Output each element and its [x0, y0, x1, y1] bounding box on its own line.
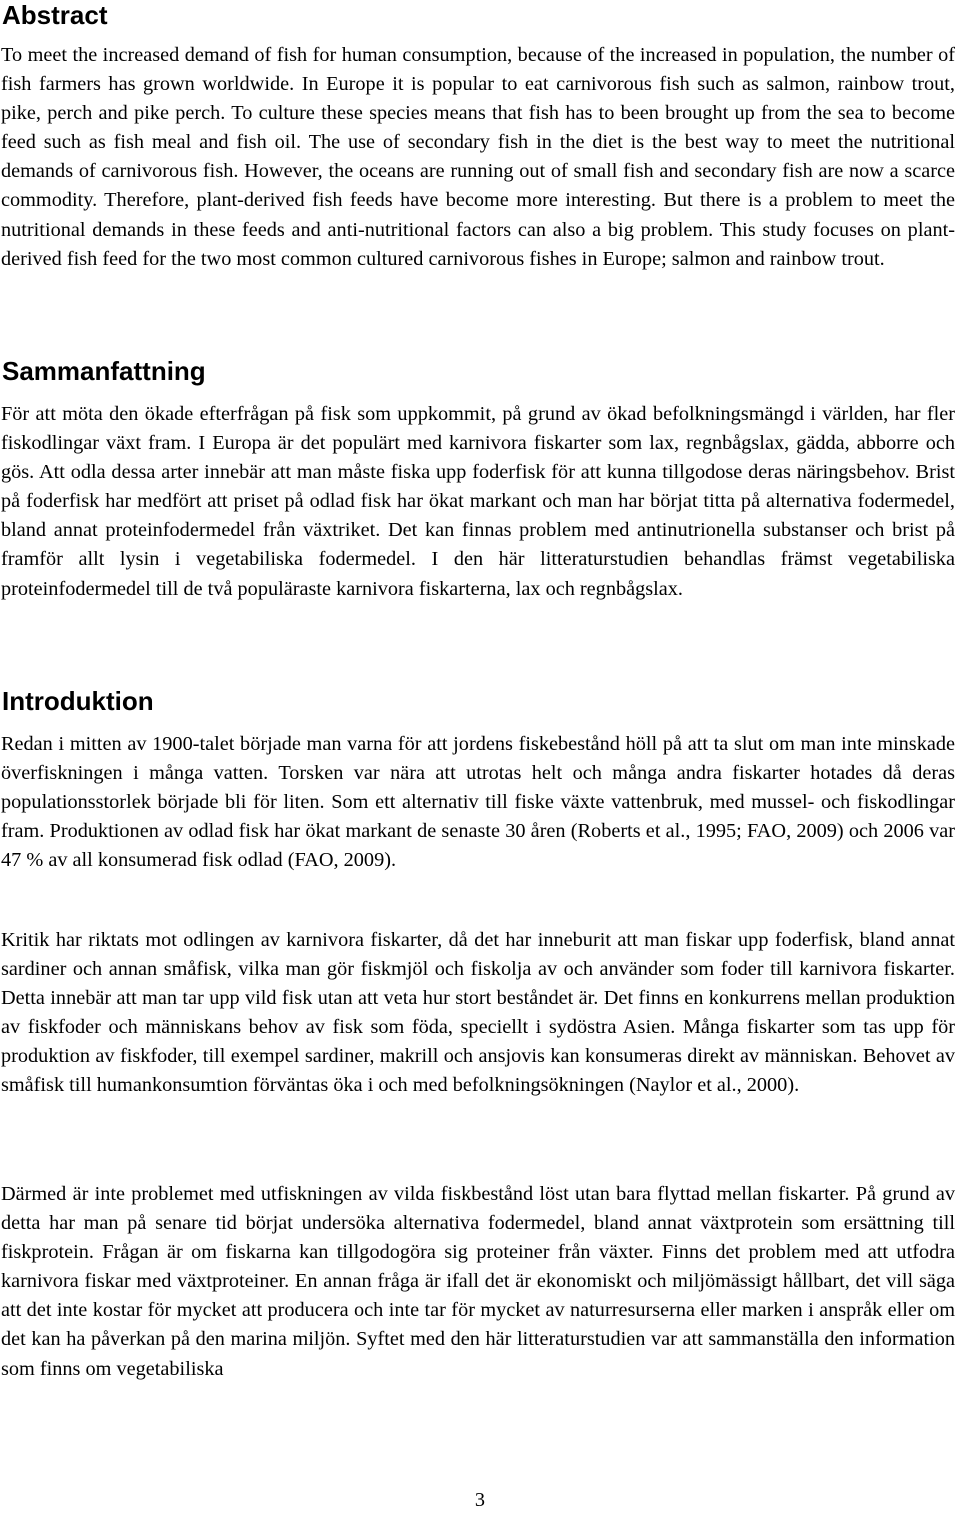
introduktion-paragraph-3: Därmed är inte problemet med utfiskningen av vilda fiskbestånd löst utan bara flyttad mellan fiskarter. På grund av detta har man på senare tid börjat undersöka alternativa fodermedel, bland annat växtprotein som ersättning till fiskprotein. Frågan är om fiskarna kan tillgodogöra sig proteiner från växter. Finns det problem med att utfodra karnivora fiskar med växtproteiner. En annan fråga är ifall det är ekonomiskt och miljömässigt hållbart, det vill säga att det inte kostar för mycket att producera och inte tar för mycket av naturresurserna eller marken i anspråk eller om det kan ha påverkan på den marina miljön. Syftet med den här litteraturstudien var att sammanställa den information som finns om vegetabiliska: [1, 1183, 955, 1380]
introduktion-heading: Introduktion: [2, 686, 154, 716]
sammanfattning-paragraph: För att möta den ökade efterfrågan på fisk som uppkommit, på grund av ökad befolkningsmängd i världen, har fler fiskodlingar växt fram. I Europa är det populärt med karnivora fiskarter som lax, regnbågslax, gädda, abborre och gös. Att odla dessa arter innebär att man måste fiska upp foderfisk för att kunna tillgodose deras näringsbehov. Brist på foderfisk har medfört att priset på odlad fisk har ökat markant och man har börjat titta på alternativa fodermedel, bland annat proteinfodermedel från växtriket. Det kan finnas problem med antinutrionella substanser och brist på framför allt lysin i vegetabiliska fodermedel. I den här litteraturstudien behandlas främst vegetabiliska proteinfodermedel till de två populäraste karnivora fiskarterna, lax och regnbågslax.: [1, 403, 955, 600]
introduktion-paragraph-1: Redan i mitten av 1900-talet började man varna för att jordens fiskebestånd höll på att ta slut om man inte minskade överfiskningen i många vatten. Torsken var nära att utrotas helt och många andra fiskarter hotades då deras populationsstorlek började bli för liten. Som ett alternativ till fiske växte vattenbruk, med mussel- och fiskodlingar fram. Produktionen av odlad fisk har ökat markant de senaste 30 åren (Roberts et al., 1995; FAO, 2009) och 2006 var 47 % av all konsumerad fisk odlad (FAO, 2009).: [1, 733, 955, 872]
sammanfattning-heading: Sammanfattning: [2, 356, 206, 386]
introduktion-paragraph-2: Kritik har riktats mot odlingen av karnivora fiskarter, då det har inneburit att man fiskar upp foderfisk, bland annat sardiner och annan småfisk, vilka man gör fiskmjöl och fiskolja av och använder som foder till karnivora fiskarter. Detta innebär att man tar upp vild fisk utan att veta hur stort beståndet är. Det finns en konkurrens mellan produktion av fiskfoder och människans behov av fisk som föda, speciellt i sydöstra Asien. Många fiskarter som tas upp för produktion av fiskfoder, till exempel sardiner, makrill och ansjovis kan konsumeras direkt av människan. Behovet av småfisk till humankonsumtion förväntas öka i och med befolkningsökningen (Naylor et al., 2000).: [1, 929, 955, 1097]
page-number: 3: [474, 1489, 486, 1511]
abstract-heading: Abstract: [2, 0, 108, 30]
abstract-paragraph: To meet the increased demand of fish for human consumption, because of the increased in population, the number of fish farmers has grown worldwide. In Europe it is popular to eat carnivorous fish such as salmon, rainbow trout, pike, perch and pike perch. To culture these species means that fish has to been brought up from the sea to become feed such as fish meal and fish oil. The use of secondary fish in the diet is the best way to meet the nutritional demands of carnivorous fish. However, the oceans are running out of small fish and secondary fish are now a scarce commodity. Therefore, plant-derived fish feeds have become more interesting. But there is a problem to meet the nutritional demands in these feeds and anti-nutritional factors can also a big problem. This study focuses on plant-derived fish feed for the two most common cultured carnivorous fishes in Europe; salmon and rainbow trout.: [1, 44, 955, 270]
